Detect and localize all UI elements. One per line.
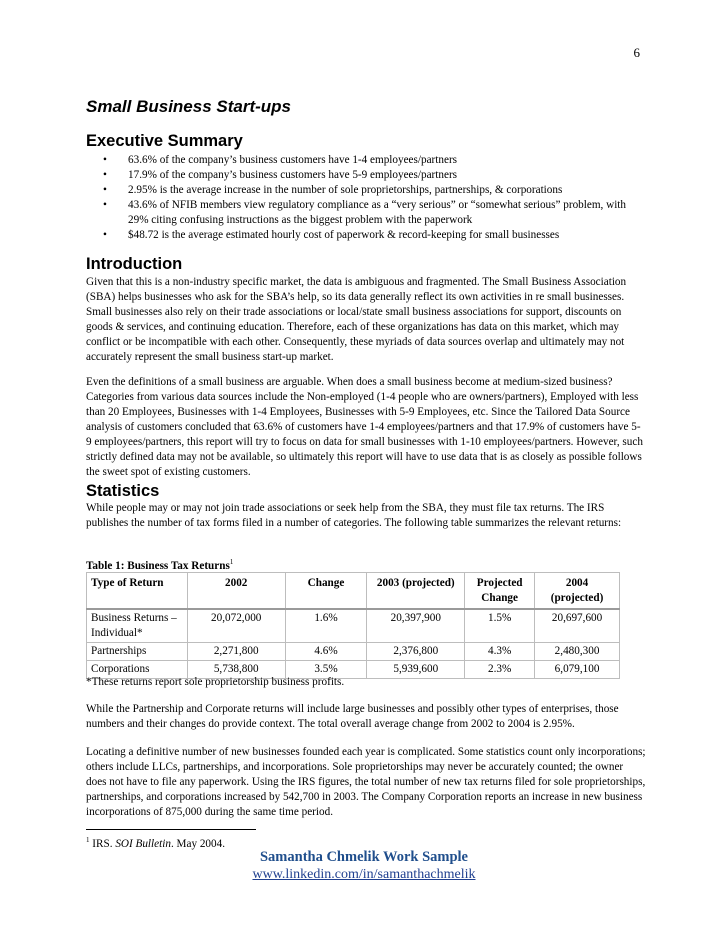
introduction-paragraph-1: Given that this is a non-industry specific market, the data is ambiguous and fragmented. The Small Business Association (SBA) helps businesses who ask for the SBA’s help, so its data generally reflect its own activities in re small businesses. Small businesses also rely on their trade associations or local/state small business associations for support, discounts on goods & services, and continuing education. Therefore, each of these organizations has data on this market, which may conflict or be incompatible with each other. Consequently, these myriads of data sources overlap and ultimately may not accurately represent the small business start-up market. xyxy=(86,276,627,363)
business-tax-returns-table xyxy=(86,572,620,679)
table-cell: Partnerships xyxy=(87,643,188,661)
summary-bullet: • 63.6% of the company’s business customers have 1-4 employees/partners xyxy=(86,153,646,168)
table-cell: 20,697,600 xyxy=(535,609,620,643)
table-cell: 3.5% xyxy=(285,661,367,679)
table-row xyxy=(87,643,620,661)
introduction-heading: Introduction xyxy=(86,255,183,273)
summary-bullet: • 43.6% of NFIB members view regulatory compliance as a “very serious” or “somewhat serious” problem, with 29% citing confusing instructions as the biggest problem with the paperwork xyxy=(86,198,646,228)
table-cell: 6,079,100 xyxy=(535,661,620,679)
page-number: 6 xyxy=(633,45,640,60)
table-cell: 20,072,000 xyxy=(187,609,285,643)
table-cell: Business Returns – Individual* xyxy=(87,609,188,643)
table-cell: 2,480,300 xyxy=(535,643,620,661)
footnote xyxy=(86,836,225,850)
table-cell: 2.3% xyxy=(465,661,535,679)
table-cell: 20,397,900 xyxy=(367,609,465,643)
summary-bullet: • $48.72 is the average estimated hourly cost of paperwork & record-keeping for small businesses xyxy=(86,228,646,243)
table-cell: 5,939,600 xyxy=(367,661,465,679)
table-cell: 5,738,800 xyxy=(187,661,285,679)
executive-summary-heading: Executive Summary xyxy=(86,132,243,150)
statistics-intro: While people may or may not join trade associations or seek help from the SBA, they must file tax returns. The IRS publishes the number of tax forms filed in a number of categories. The following table summarizes the relevant returns: xyxy=(86,502,622,529)
statistics-paragraph-1: While the Partnership and Corporate returns will include large businesses and possibly other types of enterprises, those numbers and their changes do provide context. The total overall average change from 2002 to 2004 is 2.95%. xyxy=(86,703,619,730)
table-row xyxy=(87,609,620,643)
summary-bullet: • 2.95% is the average increase in the number of sole proprietorships, partnerships, & corporations xyxy=(86,183,646,198)
table-cell: 2,271,800 xyxy=(187,643,285,661)
footnote-number: 1 xyxy=(86,836,90,844)
table-cell: 1.6% xyxy=(285,609,367,643)
table-header-cell: Projected Change xyxy=(465,573,535,610)
table-header-cell: 2002 xyxy=(187,573,285,610)
work-sample-link[interactable]: www.linkedin.com/in/samanthachmelik xyxy=(252,867,476,882)
table-caption xyxy=(86,558,233,572)
table-header-cell: 2004 (projected) xyxy=(535,573,620,610)
table-header-cell: Type of Return xyxy=(87,573,188,610)
table-caption-footnote-ref: 1 xyxy=(229,558,234,566)
footnote-date: . May 2004. xyxy=(170,838,226,850)
table-caption-text: Table 1: Business Tax Returns xyxy=(86,560,230,572)
table-cell: 4.3% xyxy=(465,643,535,661)
introduction-paragraph-2: Even the definitions of a small business are arguable. When does a small business become at medium-sized business? Categories from various data sources include the Non-employed (1-4 people who are owners/partners), Employed with less than 20 Employees, Businesses with 1-4 Employees, Businesses with 5-9 Employees, etc. Since the Tailored Data Source analysis of customers concluded that 63.6% of customers have 1-4 employees/partners and that 17.9% of customers have 5-9 employees/partners, this report will try to focus on data for small businesses with 1-10 employees/partners. However, such strictly defined data may not be available, so ultimately this report will have to use data that is as closely as possible follows the sweet spot of existing customers. xyxy=(86,376,643,478)
footnote-divider xyxy=(86,829,256,830)
table-note: *These returns report sole proprietorship business profits. xyxy=(86,676,345,688)
table-header-row xyxy=(87,573,620,610)
table-cell: 1.5% xyxy=(465,609,535,643)
table-cell: 4.6% xyxy=(285,643,367,661)
table-cell: Corporations xyxy=(87,661,188,679)
statistics-paragraph-2: Locating a definitive number of new businesses founded each year is complicated. Some statistics count only incorporations; others include LLCs, partnerships, and incorporations. Sole proprietorships may never be accurately counted; the owner does not have to file any paperwork. Using the IRS figures, the total number of new tax returns filed for sole proprietorships, partnerships, and corporations increased by 542,700 in 2003. The Company Corporation reports an increase in new business incorporations of 875,000 during the same time period. xyxy=(86,746,646,818)
executive-summary-list xyxy=(86,153,646,243)
statistics-heading: Statistics xyxy=(86,482,160,500)
table-header-cell: 2003 (projected) xyxy=(367,573,465,610)
footnote-source: IRS. xyxy=(92,838,113,850)
table-cell: 2,376,800 xyxy=(367,643,465,661)
work-sample-name: Samantha Chmelik Work Sample xyxy=(259,849,468,865)
footnote-publication: SOI Bulletin xyxy=(115,838,171,850)
document-title: Small Business Start-ups xyxy=(86,97,292,116)
summary-bullet: • 17.9% of the company’s business customers have 5-9 employees/partners xyxy=(86,168,646,183)
table-header-cell: Change xyxy=(285,573,367,610)
